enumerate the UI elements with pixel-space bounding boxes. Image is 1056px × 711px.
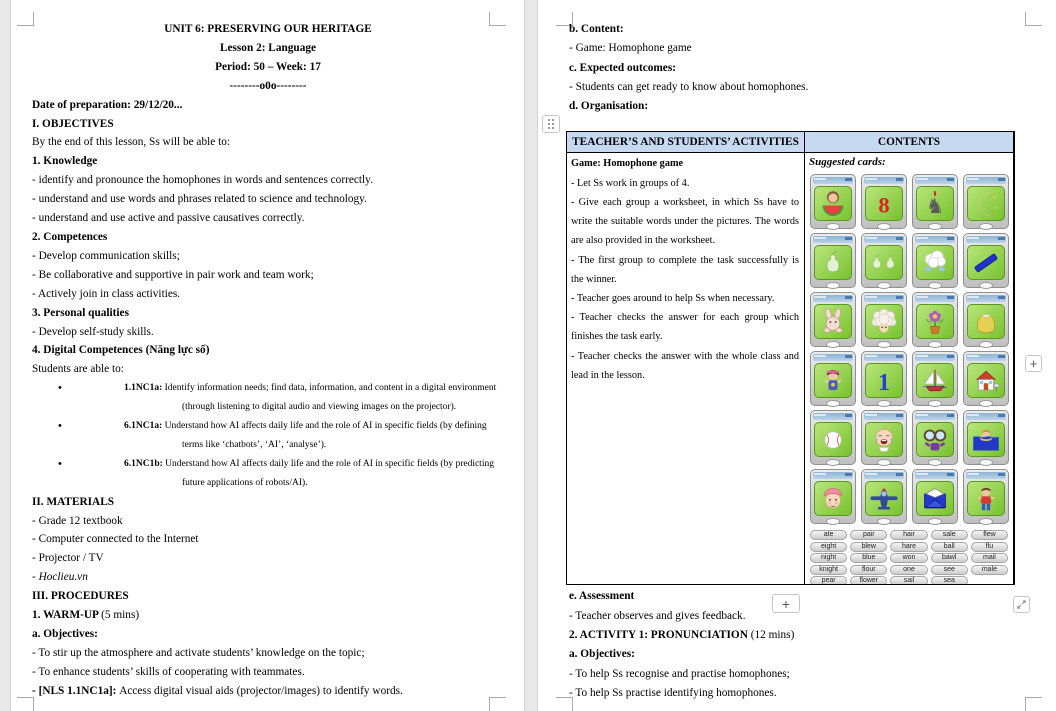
bold-text: UNIT 6: PRESERVING OUR HERITAGE (164, 23, 372, 35)
word-pill: one (890, 565, 927, 575)
hare-icon (818, 307, 848, 337)
body-text: - identify and pronounce the homophones in words and sentences correctly. (32, 174, 373, 187)
suggested-cards-grid (810, 174, 1010, 524)
suggested-card (810, 174, 856, 229)
paragraph-line (569, 665, 1029, 684)
card-phone-topbar (813, 236, 853, 243)
paragraph-line (32, 152, 504, 171)
paragraph-line (571, 154, 799, 173)
card-phone-topbar (864, 236, 904, 243)
flower-pot-icon (920, 307, 950, 337)
word-pill: ate (810, 530, 847, 540)
flu-sick-boy-icon (818, 484, 848, 514)
body-text: Understand how AI affects daily life and the role of AI in specific fields (by predicting future applications of robots/AI). (165, 458, 494, 488)
paragraph-line (32, 96, 504, 115)
bold-text: 2. ACTIVITY 1: PRONUNCIATION (569, 629, 751, 642)
bold-text: a. Objectives: (569, 648, 635, 661)
card-phone-topbar (915, 472, 955, 479)
paragraph-line (571, 289, 799, 308)
paragraph-line (32, 682, 504, 701)
paragraph-line (32, 568, 504, 587)
paragraph-line (569, 20, 1029, 39)
word-pill: hair (890, 530, 927, 540)
paragraph-line (32, 115, 504, 134)
bold-text: c. Expected outcomes: (569, 61, 676, 74)
suggested-card (810, 292, 856, 347)
word-column (971, 530, 1008, 584)
pear-icon (818, 248, 848, 278)
card-screen (814, 304, 852, 339)
knight-icon (920, 189, 950, 219)
body-text: - Teacher observes and gives feedback. (569, 609, 746, 622)
body-text: - To stir up the atmosphere and activate students’ knowledge on the topic; (32, 646, 365, 659)
card-screen (814, 363, 852, 398)
organisation-table (566, 131, 1015, 585)
bold-text: 6.1NC1a: (124, 421, 165, 432)
card-phone-topbar (864, 413, 904, 420)
body-text: - understand and use active and passive causatives correctly. (32, 212, 305, 225)
card-screen (967, 481, 1005, 516)
card-phone-button (979, 223, 993, 230)
card-phone-topbar (813, 472, 853, 479)
card-phone-topbar (864, 295, 904, 302)
card-phone-topbar (966, 354, 1006, 361)
paragraph-line (32, 209, 504, 228)
card-screen (916, 481, 954, 516)
card-phone-button (979, 459, 993, 466)
bold-text: Game: Homophone game (571, 158, 684, 170)
card-phone-button (877, 459, 891, 466)
svg-text:♞: ♞ (925, 195, 945, 218)
card-screen (865, 304, 903, 339)
suggested-card (861, 174, 907, 229)
word-pill: flew (971, 530, 1008, 540)
header-activities-cell: TEACHER’S AND STUDENTS’ ACTIVITIES (567, 132, 805, 152)
word-bank (810, 530, 1008, 584)
bold-text: 1.1NC1a: (124, 383, 165, 394)
paragraph-line (32, 20, 504, 39)
paragraph-line (32, 606, 504, 625)
word-pill: see (931, 565, 968, 575)
card-phone-topbar (915, 413, 955, 420)
body-text: - Develop self-study skills. (32, 325, 154, 338)
card-phone-button (979, 400, 993, 407)
word-pill: bawl (931, 553, 968, 563)
suggested-cards-label: Suggested cards: (809, 156, 886, 169)
paragraph-line (32, 266, 504, 285)
paragraph-line (32, 455, 504, 493)
bold-text: I. OBJECTIVES (32, 117, 114, 130)
suggested-card (810, 351, 856, 406)
paragraph-line (32, 417, 504, 455)
header-contents-cell: CONTENTS (877, 136, 941, 149)
body-text: (5 mins) (101, 609, 140, 622)
bold-text: b. Content: (569, 23, 624, 35)
paragraph-line (32, 587, 504, 606)
card-phone-button (877, 518, 891, 525)
card-screen (814, 481, 852, 516)
card-phone-button (826, 223, 840, 230)
document-page-1 (10, 0, 525, 711)
flour-sack-icon (971, 307, 1001, 337)
bold-text: 6.1NC1b: (124, 458, 166, 469)
bold-text: Date of preparation: 29/12/20... (32, 98, 183, 111)
word-pill: male (971, 565, 1008, 575)
card-phone-button (979, 341, 993, 348)
paragraph-line (32, 379, 504, 417)
word-pill: blew (850, 542, 887, 552)
card-phone-topbar (813, 295, 853, 302)
word-column (931, 530, 968, 584)
paragraph-line (32, 323, 504, 342)
girl-won-icon (818, 366, 848, 396)
suggested-card (963, 174, 1009, 229)
add-row-button[interactable]: + (772, 594, 800, 613)
card-phone-button (877, 341, 891, 348)
card-screen (865, 422, 903, 457)
body-text: - To enhance students’ skills of cooperating with teammates. (32, 665, 305, 678)
bold-text: d. Organisation: (569, 100, 649, 113)
bold-text: 4. Digital Competences (Năng lực số) (32, 344, 210, 357)
contents-cell (805, 153, 1013, 584)
bold-text: Period: 50 – Week: 17 (215, 60, 321, 73)
body-text: - Develop communication skills; (32, 249, 180, 262)
house-sale-icon (971, 366, 1001, 396)
suggested-card (963, 469, 1009, 524)
body-text: - (32, 571, 39, 584)
number-eight-icon (869, 189, 899, 219)
card-phone-topbar (915, 177, 955, 184)
word-pill: sea (931, 576, 968, 584)
body-text: - Teacher goes around to help Ss when necessary. (571, 292, 775, 304)
card-screen (814, 422, 852, 457)
body-text: - To help Ss recognise and practise homophones; (569, 667, 790, 680)
suggested-card (861, 469, 907, 524)
bold-text: a. Objectives: (32, 628, 98, 640)
italic-text: Hoclieu.vn (38, 571, 88, 584)
paragraph-line (32, 549, 504, 568)
suggested-card (861, 410, 907, 465)
suggested-card (861, 292, 907, 347)
card-screen (865, 481, 903, 516)
card-phone-button (826, 459, 840, 466)
card-phone-button (826, 282, 840, 289)
paragraph-line (32, 77, 504, 96)
paragraph-line (32, 304, 504, 323)
card-phone-button (826, 341, 840, 348)
curly-hair-icon (869, 307, 899, 337)
paragraph-line (569, 626, 1029, 645)
card-phone-button (826, 518, 840, 525)
card-phone-button (928, 282, 942, 289)
paragraph-line (32, 133, 504, 152)
body-text: (12 mins) (750, 629, 795, 642)
word-pill: pair (850, 530, 887, 540)
card-phone-button (928, 459, 942, 466)
suggested-card (963, 292, 1009, 347)
suggested-card (912, 233, 958, 288)
moon-night-icon (971, 189, 1001, 219)
card-screen (967, 245, 1005, 280)
table-resize-icon[interactable] (1013, 596, 1030, 613)
suggested-card (861, 233, 907, 288)
paragraph-line (569, 59, 1029, 78)
word-pill: sail (890, 576, 927, 584)
paragraph-line (569, 39, 1029, 58)
bold-text: II. MATERIALS (32, 495, 115, 508)
paragraph-line (32, 512, 504, 531)
word-pill: eight (810, 542, 847, 552)
card-phone-topbar (915, 295, 955, 302)
card-screen (916, 304, 954, 339)
table-body-row (567, 153, 1013, 584)
paragraph-line (32, 285, 504, 304)
body-text: - Be collaborative and supportive in pair work and team work; (32, 268, 314, 281)
bold-text: Lesson 2: Language (219, 41, 317, 54)
word-pill: knight (810, 565, 847, 575)
body-text: - To help Ss practise identifying homophones. (569, 686, 777, 699)
svg-text:8: 8 (878, 192, 890, 218)
bold-text: e. Assessment (569, 590, 635, 603)
drag-dots (548, 119, 550, 121)
card-phone-button (928, 341, 942, 348)
see-binoculars-icon (920, 425, 950, 455)
bold-text: 3. Personal qualities (32, 306, 129, 319)
suggested-card (810, 469, 856, 524)
paragraph-line (32, 663, 504, 682)
card-screen (865, 186, 903, 221)
paragraph-line (32, 247, 504, 266)
word-pill: ball (931, 542, 968, 552)
body-text: - Computer connected to the Internet (32, 533, 199, 546)
svg-text:★: ★ (992, 194, 997, 201)
word-column (890, 530, 927, 584)
card-phone-button (877, 223, 891, 230)
card-phone-topbar (864, 177, 904, 184)
card-screen (967, 422, 1005, 457)
card-phone-topbar (864, 354, 904, 361)
body-text: Identify information needs; find data, information, and content in a digital environment (through listening to digital audio and viewing images on the projector). (164, 383, 497, 413)
mail-envelope-icon (920, 484, 950, 514)
number-one-icon (869, 366, 899, 396)
sailboat-icon (920, 366, 950, 396)
card-phone-button (979, 518, 993, 525)
paragraph-line (569, 97, 1029, 116)
paragraph-line (571, 308, 799, 346)
card-screen (967, 304, 1005, 339)
bold-text: 1. WARM-UP (32, 609, 102, 622)
body-text: - Students can get ready to know about homophones. (569, 80, 809, 93)
suggested-card (912, 410, 958, 465)
bold-text: --------o0o-------- (229, 79, 307, 92)
body-text: - The first group to complete the task successfully is the winner. (571, 254, 799, 285)
card-phone-topbar (966, 295, 1006, 302)
card-phone-topbar (966, 472, 1006, 479)
card-screen (967, 186, 1005, 221)
bold-text: 2. Competences (32, 230, 108, 243)
card-phone-topbar (864, 472, 904, 479)
card-screen (916, 245, 954, 280)
activities-cell (567, 153, 805, 584)
bold-text: - [NLS 1.1NC1a]: (32, 684, 120, 697)
body-text: - Let Ss work in groups of 4. (571, 177, 690, 189)
body-text: - Teacher checks the answer with the whole class and lead in the lesson. (571, 350, 799, 381)
suggested-card (963, 233, 1009, 288)
suggested-card (912, 351, 958, 406)
body-text: - understand and use words and phrases related to science and technology. (32, 193, 367, 206)
word-column (850, 530, 887, 584)
card-phone-button (877, 282, 891, 289)
card-phone-button (928, 223, 942, 230)
paragraph-line (32, 341, 504, 360)
paragraph-line (571, 347, 799, 385)
svg-text:1: 1 (878, 369, 890, 396)
card-screen (865, 363, 903, 398)
suggested-card (963, 351, 1009, 406)
card-phone-button (877, 400, 891, 407)
paragraph-line (32, 58, 504, 77)
body-text: By the end of this lesson, Ss will be able to: (32, 136, 230, 149)
table-header-row (567, 132, 1013, 153)
body-text: - Projector / TV (32, 552, 104, 565)
suggested-card (810, 233, 856, 288)
paragraph-line (569, 684, 1029, 703)
paragraph-line (32, 625, 504, 644)
paragraph-line (571, 174, 799, 193)
male-boy-icon (971, 484, 1001, 514)
svg-text:★: ★ (994, 205, 999, 211)
document-page-2 (537, 0, 1056, 711)
ball-icon (818, 425, 848, 455)
body-text: - Teacher checks the answer for each group which finishes the task early. (571, 312, 799, 343)
card-phone-topbar (966, 177, 1006, 184)
word-pill: sale (931, 530, 968, 540)
paragraph-line (32, 171, 504, 190)
add-column-button[interactable]: + (1025, 355, 1042, 372)
bawling-baby-icon (869, 425, 899, 455)
card-phone-topbar (813, 177, 853, 184)
card-screen (814, 245, 852, 280)
word-pill: flu (971, 542, 1008, 552)
paragraph-line (571, 193, 799, 251)
paragraph-line (32, 493, 504, 512)
word-pill: hare (890, 542, 927, 552)
body-text: - Grade 12 textbook (32, 514, 123, 527)
card-screen (967, 363, 1005, 398)
bold-text: III. PROCEDURES (32, 590, 129, 603)
body-text: - Game: Homophone game (569, 42, 692, 55)
word-pill: pear (810, 576, 847, 584)
airplane-flew-icon (869, 484, 899, 514)
word-pill: night (810, 553, 847, 563)
paragraph-line (32, 190, 504, 209)
pair-of-pears-icon (869, 248, 899, 278)
suggested-card (912, 469, 958, 524)
paragraph-line (32, 228, 504, 247)
paragraph-line (569, 78, 1029, 97)
body-text: - Actively join in class activities. (32, 287, 181, 300)
word-pill: mail (971, 553, 1008, 563)
card-phone-topbar (966, 413, 1006, 420)
card-screen (865, 245, 903, 280)
word-pill: won (890, 553, 927, 563)
card-screen (916, 186, 954, 221)
word-pill: flower (850, 576, 887, 584)
body-text: Understand how AI affects daily life and the role of AI in specific fields (by defining terms like ‘chatbots’, ‘AI’, ‘analyse’). (164, 421, 487, 450)
paragraph-line (32, 360, 504, 379)
suggested-card (810, 410, 856, 465)
blue-crayon-icon (971, 248, 1001, 278)
paragraph-line (32, 39, 504, 58)
girl-ate-watermelon-icon (818, 189, 848, 219)
card-phone-button (826, 400, 840, 407)
card-phone-button (928, 400, 942, 407)
card-screen (916, 363, 954, 398)
paragraph-line (571, 251, 799, 289)
body-text: - Give each group a worksheet, in which Ss have to write the suitable words under the pictures. The words are also provided in the worksheet. (571, 196, 799, 247)
flour-cloud-icon (920, 248, 950, 278)
card-phone-topbar (813, 354, 853, 361)
card-screen (814, 186, 852, 221)
card-screen (916, 422, 954, 457)
paragraph-line (569, 645, 1029, 664)
suggested-card (861, 351, 907, 406)
card-phone-button (928, 518, 942, 525)
word-pill: blue (850, 553, 887, 563)
bold-text: 1. Knowledge (32, 155, 98, 168)
paragraph-line (32, 644, 504, 663)
card-phone-topbar (966, 236, 1006, 243)
word-column (810, 530, 847, 584)
suggested-card (912, 292, 958, 347)
paragraph-line (32, 530, 504, 549)
suggested-card (912, 174, 958, 229)
card-phone-topbar (915, 236, 955, 243)
page1-text-column (32, 20, 504, 701)
card-phone-button (979, 282, 993, 289)
body-text: Access digital visual aids (projector/images) to identify words. (119, 684, 403, 697)
table-drag-handle-icon[interactable] (542, 115, 560, 133)
page2-top-paragraphs (569, 20, 1029, 116)
card-phone-topbar (813, 413, 853, 420)
suggested-card (963, 410, 1009, 465)
body-text: Students are able to: (32, 363, 124, 376)
swimming-sea-icon (971, 425, 1001, 455)
word-pill: flour (850, 565, 887, 575)
card-phone-topbar (915, 354, 955, 361)
